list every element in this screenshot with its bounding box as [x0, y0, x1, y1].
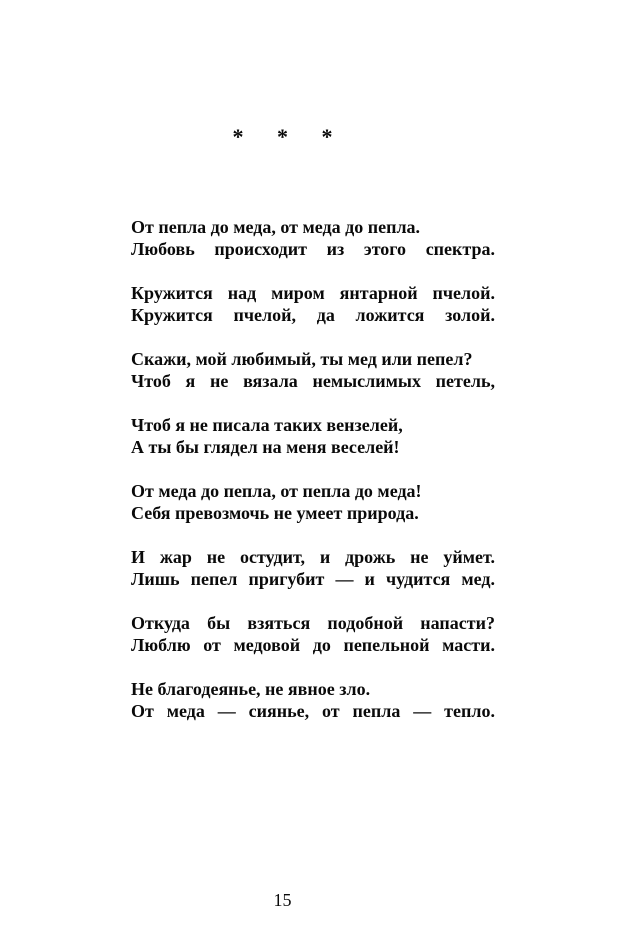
stanza-4	[131, 414, 495, 458]
stanza-1	[131, 216, 495, 260]
poem	[131, 216, 495, 744]
poem-line: От меда до пепла, от пепла до меда!	[131, 481, 422, 501]
poem-line: Чтоб я не писала таких вензелей,	[131, 415, 403, 435]
stanza-2	[131, 282, 495, 326]
page-number: 15	[273, 890, 292, 910]
stanza-3	[131, 348, 495, 392]
poem-line: От меда — сиянье, от пепла — тепло.	[131, 701, 495, 721]
poem-line: Кружится пчелой, да ложится золой.	[131, 305, 495, 325]
stanza-6	[131, 546, 495, 590]
poem-line: Чтоб я не вязала немыслимых петель,	[131, 371, 495, 391]
poem-line: Скажи, мой любимый, ты мед или пепел?	[131, 349, 473, 369]
poem-line: Не благодеянье, не явное зло.	[131, 679, 371, 699]
poem-line: И жар не остудит, и дрожь не уймет.	[131, 547, 495, 567]
poem-line: Люблю от медовой до пепельной масти.	[131, 635, 495, 655]
stanza-5	[131, 480, 495, 524]
poem-line: От пепла до меда, от меда до пепла.	[131, 217, 421, 237]
poem-line: Себя превозмочь не умеет природа.	[131, 503, 419, 523]
stanza-7	[131, 612, 495, 656]
poem-line: Кружится над миром янтарной пчелой.	[131, 283, 495, 303]
poem-line: Лишь пепел пригубит — и чудится мед.	[131, 569, 495, 589]
stanza-8	[131, 678, 495, 722]
stanza-separator: * * *	[232, 124, 347, 149]
poem-line: Откуда бы взяться подобной напасти?	[131, 613, 495, 633]
poem-line: А ты бы глядел на меня веселей!	[131, 437, 400, 457]
poem-line: Любовь происходит из этого спектра.	[131, 239, 495, 259]
